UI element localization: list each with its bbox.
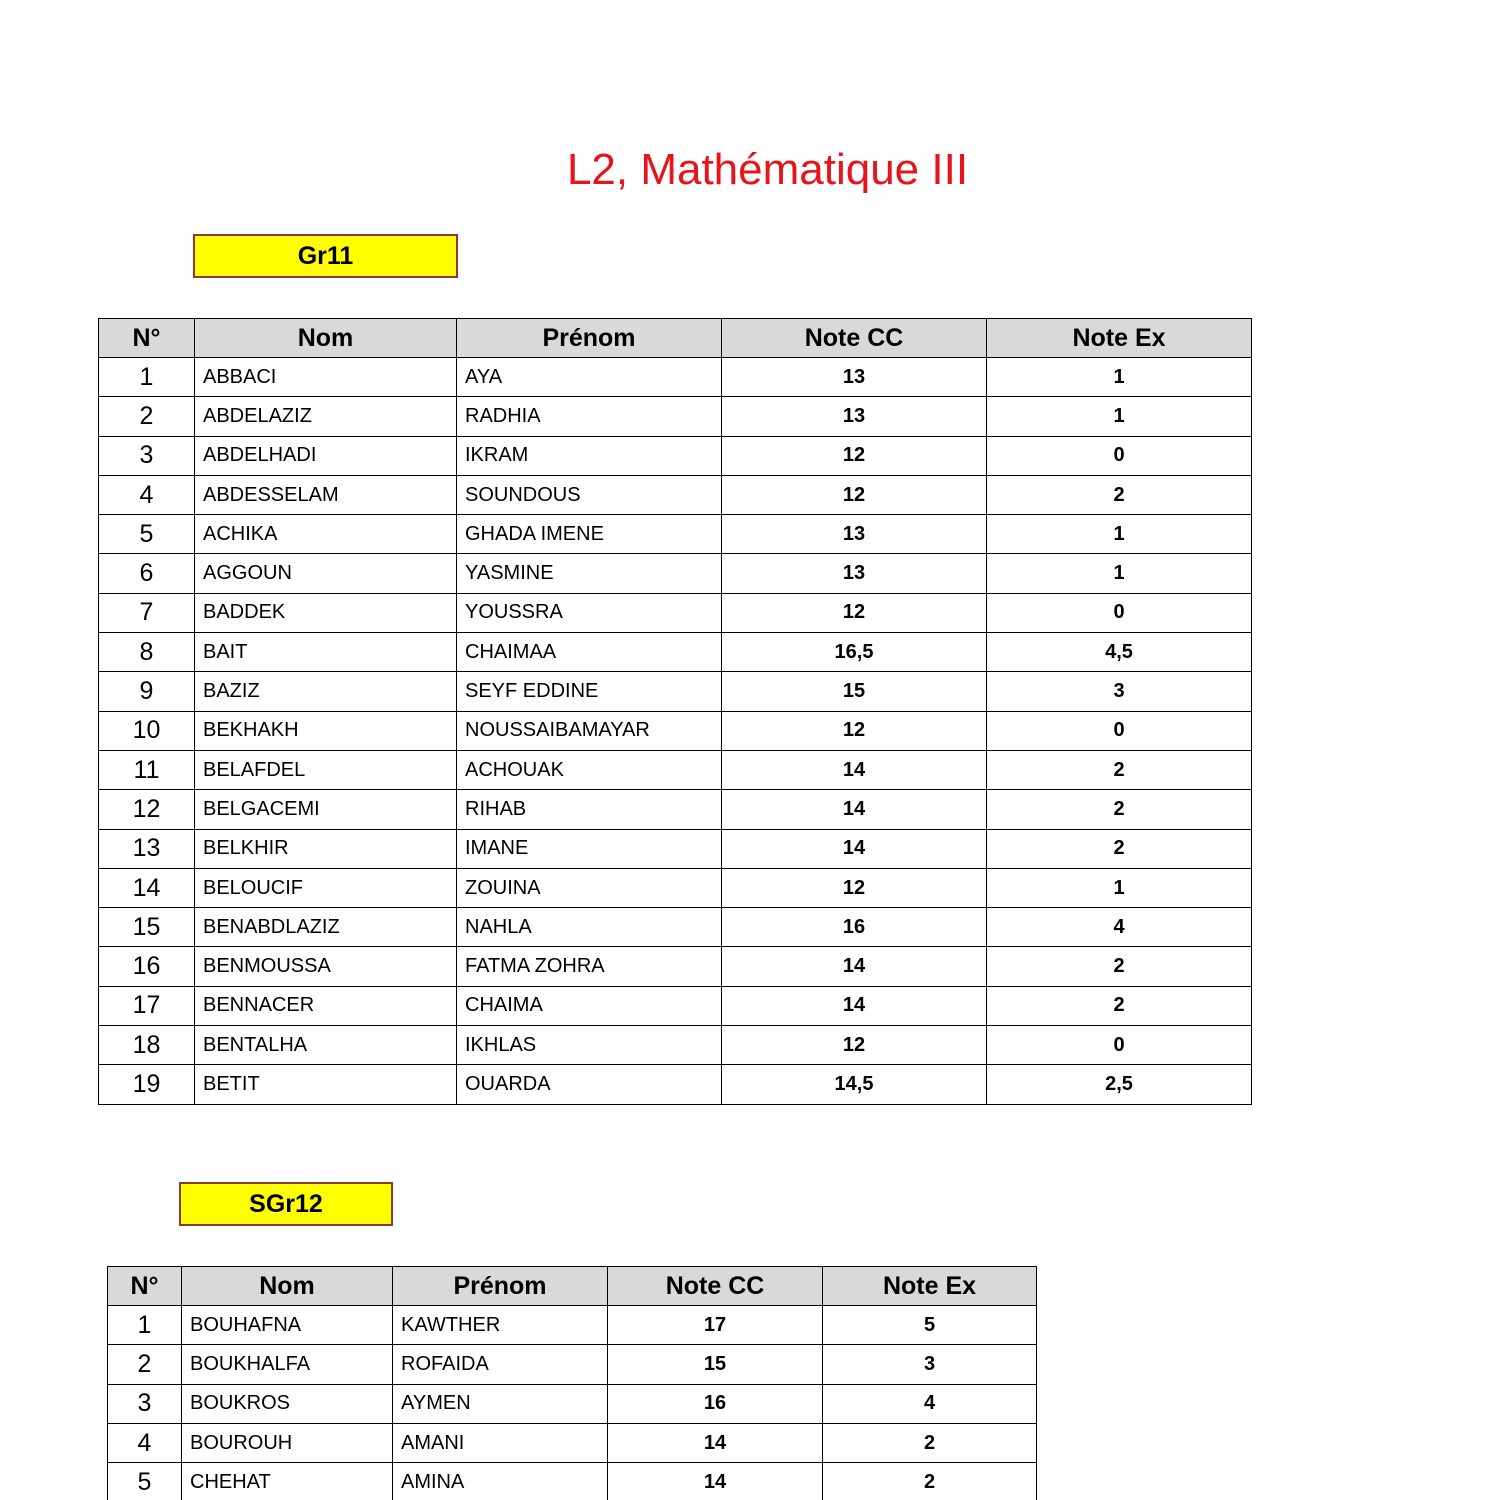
table-row [99, 986, 1252, 1025]
cell-num: 13 [99, 829, 195, 868]
cell-prenom: ZOUINA [457, 868, 722, 907]
cell-nom: BENNACER [195, 986, 457, 1025]
cell-note-cc: 16 [722, 908, 987, 947]
header-nom: Nom [195, 319, 457, 358]
cell-num: 1 [99, 358, 195, 397]
cell-num: 4 [108, 1423, 182, 1462]
cell-num: 1 [108, 1306, 182, 1345]
cell-nom: BETIT [195, 1065, 457, 1104]
cell-num: 11 [99, 750, 195, 789]
cell-note-ex: 0 [987, 593, 1252, 632]
header-note-ex: Note Ex [823, 1267, 1037, 1306]
cell-note-ex: 1 [987, 554, 1252, 593]
cell-num: 5 [108, 1463, 182, 1500]
cell-nom: BOUROUH [182, 1423, 393, 1462]
table-row [108, 1384, 1037, 1423]
cell-nom: ABBACI [195, 358, 457, 397]
cell-note-cc: 14 [722, 986, 987, 1025]
header-note-ex: Note Ex [987, 319, 1252, 358]
cell-num: 8 [99, 633, 195, 672]
cell-prenom: AMANI [393, 1423, 608, 1462]
cell-note-ex: 3 [823, 1345, 1037, 1384]
cell-num: 12 [99, 790, 195, 829]
header-note-cc: Note CC [608, 1267, 823, 1306]
table-row [99, 1065, 1252, 1104]
cell-note-ex: 2 [987, 475, 1252, 514]
cell-num: 2 [99, 397, 195, 436]
cell-note-ex: 1 [987, 515, 1252, 554]
cell-nom: BELAFDEL [195, 750, 457, 789]
cell-nom: BELOUCIF [195, 868, 457, 907]
header-prenom: Prénom [457, 319, 722, 358]
cell-num: 17 [99, 986, 195, 1025]
table-row [108, 1463, 1037, 1500]
cell-note-ex: 5 [823, 1306, 1037, 1345]
cell-prenom: GHADA IMENE [457, 515, 722, 554]
cell-prenom: IMANE [457, 829, 722, 868]
cell-note-cc: 15 [722, 672, 987, 711]
cell-note-ex: 0 [987, 436, 1252, 475]
table-row [99, 633, 1252, 672]
cell-nom: ABDELHADI [195, 436, 457, 475]
cell-nom: BENMOUSSA [195, 947, 457, 986]
table-row [99, 1026, 1252, 1065]
table-row [99, 515, 1252, 554]
cell-note-cc: 14 [722, 829, 987, 868]
table-row [108, 1345, 1037, 1384]
cell-note-ex: 4 [987, 908, 1252, 947]
cell-nom: BADDEK [195, 593, 457, 632]
cell-prenom: ROFAIDA [393, 1345, 608, 1384]
page-title: L2, Mathématique III [566, 145, 969, 194]
cell-num: 3 [99, 436, 195, 475]
cell-note-ex: 2 [823, 1463, 1037, 1500]
cell-note-cc: 14 [722, 750, 987, 789]
cell-prenom: YASMINE [457, 554, 722, 593]
cell-num: 19 [99, 1065, 195, 1104]
cell-num: 15 [99, 908, 195, 947]
cell-nom: CHEHAT [182, 1463, 393, 1500]
cell-prenom: RIHAB [457, 790, 722, 829]
cell-nom: BOUKROS [182, 1384, 393, 1423]
cell-note-cc: 17 [608, 1306, 823, 1345]
cell-note-cc: 14,5 [722, 1065, 987, 1104]
cell-note-cc: 14 [722, 790, 987, 829]
cell-note-cc: 13 [722, 554, 987, 593]
cell-note-cc: 15 [608, 1345, 823, 1384]
cell-note-ex: 1 [987, 358, 1252, 397]
cell-note-ex: 2 [987, 947, 1252, 986]
cell-prenom: RADHIA [457, 397, 722, 436]
cell-note-ex: 2 [987, 750, 1252, 789]
cell-prenom: KAWTHER [393, 1306, 608, 1345]
cell-note-ex: 2 [987, 986, 1252, 1025]
table-header-row [99, 319, 1252, 358]
table-row [99, 790, 1252, 829]
table-row [99, 868, 1252, 907]
cell-note-ex: 2 [987, 790, 1252, 829]
cell-note-ex: 0 [987, 711, 1252, 750]
cell-prenom: SOUNDOUS [457, 475, 722, 514]
table-row [99, 475, 1252, 514]
group-label-gr11: Gr11 [193, 234, 458, 278]
cell-note-ex: 2 [987, 829, 1252, 868]
cell-num: 18 [99, 1026, 195, 1065]
cell-prenom: OUARDA [457, 1065, 722, 1104]
header-nom: Nom [182, 1267, 393, 1306]
cell-prenom: ACHOUAK [457, 750, 722, 789]
grades-table-sgr12 [107, 1266, 1037, 1500]
cell-note-cc: 16 [608, 1384, 823, 1423]
header-note-cc: Note CC [722, 319, 987, 358]
cell-nom: ACHIKA [195, 515, 457, 554]
cell-prenom: CHAIMA [457, 986, 722, 1025]
table-row [99, 358, 1252, 397]
cell-note-cc: 12 [722, 593, 987, 632]
cell-note-ex: 1 [987, 397, 1252, 436]
cell-prenom: AMINA [393, 1463, 608, 1500]
cell-num: 9 [99, 672, 195, 711]
cell-num: 16 [99, 947, 195, 986]
cell-nom: AGGOUN [195, 554, 457, 593]
table-row [99, 672, 1252, 711]
cell-note-ex: 2 [823, 1423, 1037, 1462]
table-row [99, 947, 1252, 986]
table-row [99, 750, 1252, 789]
table-row [108, 1423, 1037, 1462]
cell-note-cc: 13 [722, 515, 987, 554]
cell-nom: BAZIZ [195, 672, 457, 711]
header-num: N° [99, 319, 195, 358]
cell-prenom: NOUSSAIBAMAYAR [457, 711, 722, 750]
cell-prenom: AYMEN [393, 1384, 608, 1423]
cell-nom: BENTALHA [195, 1026, 457, 1065]
cell-note-cc: 14 [722, 947, 987, 986]
cell-note-cc: 12 [722, 436, 987, 475]
table-row [99, 711, 1252, 750]
cell-nom: BOUKHALFA [182, 1345, 393, 1384]
cell-num: 5 [99, 515, 195, 554]
cell-note-ex: 3 [987, 672, 1252, 711]
cell-note-cc: 12 [722, 711, 987, 750]
cell-num: 14 [99, 868, 195, 907]
cell-prenom: FATMA ZOHRA [457, 947, 722, 986]
cell-nom: BOUHAFNA [182, 1306, 393, 1345]
cell-nom: ABDESSELAM [195, 475, 457, 514]
cell-note-cc: 13 [722, 358, 987, 397]
cell-nom: BEKHAKH [195, 711, 457, 750]
grades-table-gr11 [98, 318, 1252, 1105]
cell-nom: BELKHIR [195, 829, 457, 868]
cell-nom: BAIT [195, 633, 457, 672]
table-row [99, 593, 1252, 632]
table-header-row [108, 1267, 1037, 1306]
cell-note-ex: 0 [987, 1026, 1252, 1065]
table-row [99, 908, 1252, 947]
cell-note-cc: 12 [722, 1026, 987, 1065]
cell-num: 4 [99, 475, 195, 514]
cell-nom: BENABDLAZIZ [195, 908, 457, 947]
cell-note-ex: 4,5 [987, 633, 1252, 672]
cell-nom: BELGACEMI [195, 790, 457, 829]
cell-prenom: SEYF EDDINE [457, 672, 722, 711]
table-row [108, 1306, 1037, 1345]
cell-note-ex: 1 [987, 868, 1252, 907]
cell-num: 3 [108, 1384, 182, 1423]
cell-num: 6 [99, 554, 195, 593]
cell-prenom: NAHLA [457, 908, 722, 947]
cell-note-cc: 12 [722, 868, 987, 907]
cell-num: 10 [99, 711, 195, 750]
cell-note-cc: 14 [608, 1423, 823, 1462]
table-row [99, 397, 1252, 436]
cell-prenom: IKRAM [457, 436, 722, 475]
header-prenom: Prénom [393, 1267, 608, 1306]
cell-note-cc: 14 [608, 1463, 823, 1500]
cell-note-cc: 12 [722, 475, 987, 514]
cell-note-ex: 4 [823, 1384, 1037, 1423]
cell-num: 2 [108, 1345, 182, 1384]
cell-prenom: IKHLAS [457, 1026, 722, 1065]
cell-num: 7 [99, 593, 195, 632]
cell-note-ex: 2,5 [987, 1065, 1252, 1104]
cell-note-cc: 13 [722, 397, 987, 436]
header-num: N° [108, 1267, 182, 1306]
cell-prenom: AYA [457, 358, 722, 397]
table-row [99, 829, 1252, 868]
cell-nom: ABDELAZIZ [195, 397, 457, 436]
table-row [99, 554, 1252, 593]
cell-prenom: CHAIMAA [457, 633, 722, 672]
table-row [99, 436, 1252, 475]
cell-prenom: YOUSSRA [457, 593, 722, 632]
cell-note-cc: 16,5 [722, 633, 987, 672]
group-label-sgr12: SGr12 [179, 1182, 393, 1226]
